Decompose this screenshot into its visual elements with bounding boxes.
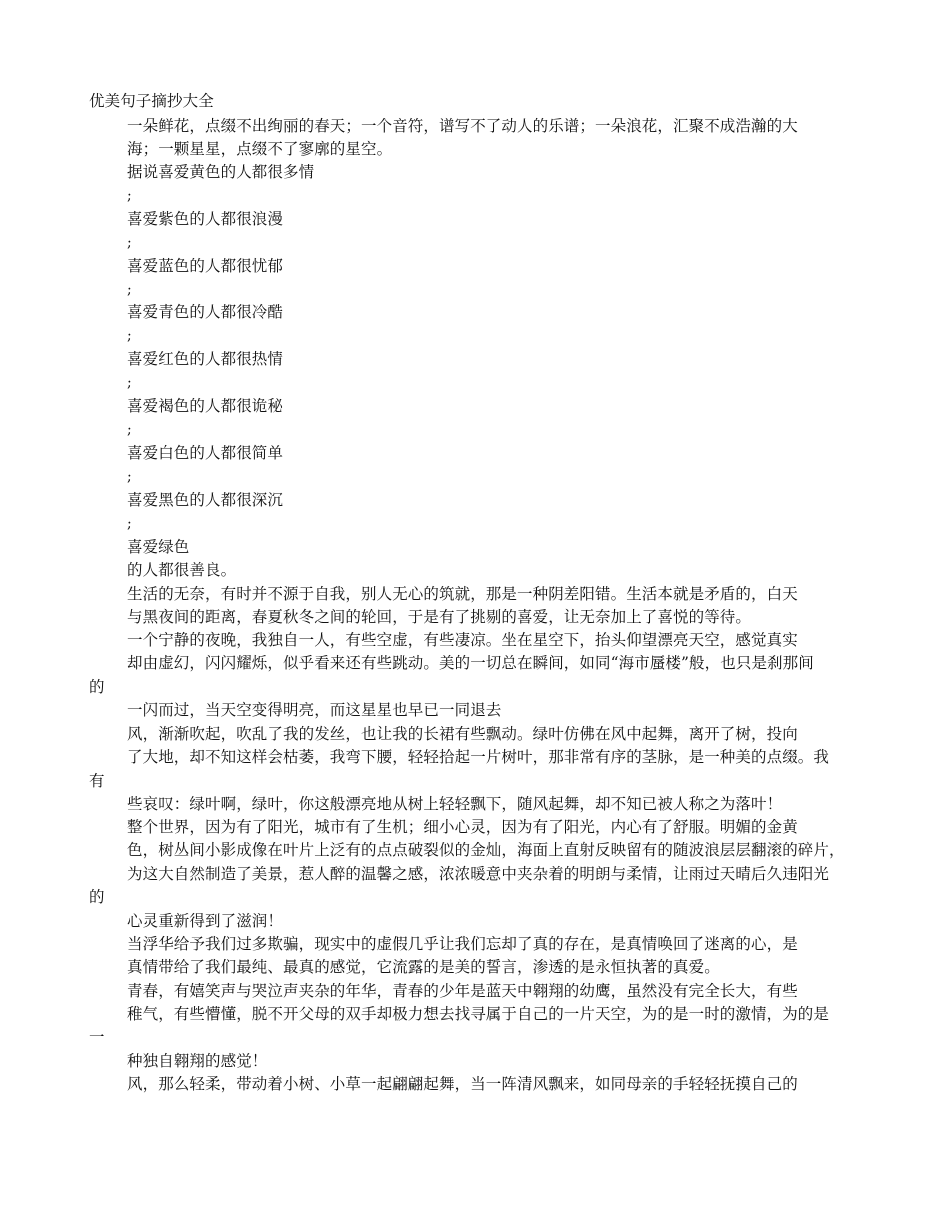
text-line: 一朵鲜花，点缀不出绚丽的春天；一个音符，谱写不了动人的乐谱；一朵浪花，汇聚不成浩瀚的大: [127, 117, 798, 135]
text-line: 一: [89, 1028, 105, 1046]
text-line: 喜爱青色的人都很冷酷: [127, 303, 284, 321]
text-line: ;: [127, 422, 132, 438]
text-line: 风，渐渐吹起，吹乱了我的发丝，也让我的长裙有些飘动。绿叶仿佛在风中起舞，离开了树，投向: [127, 725, 798, 743]
text-line: 的: [89, 678, 105, 696]
text-line: 喜爱绿色: [127, 538, 190, 556]
text-line: 喜爱蓝色的人都很忧郁: [127, 257, 284, 275]
text-line: 当浮华给予我们过多欺骗，现实中的虚假几乎让我们忘却了真的存在，是真情唤回了迷离的心，是: [127, 935, 798, 953]
text-line: 有: [89, 772, 105, 790]
text-line: 一闪而过，当天空变得明亮，而这星星也早已一同退去: [127, 701, 502, 719]
text-line: ;: [127, 375, 132, 391]
text-line: 色，树丛间小影成像在叶片上泛有的点点破裂似的金灿，海面上直射反映留有的随波浪层层翻滚的碎片，: [127, 841, 845, 859]
document-title: 优美句子摘抄大全: [89, 92, 214, 110]
text-line: ;: [127, 516, 132, 532]
text-line: 稚气，有些懵懂，脱不开父母的双手却极力想去找寻属于自己的一片天空，为的是一时的激情，为的是: [127, 1005, 830, 1023]
text-line: 生活的无奈，有时并不源于自我，别人无心的筑就，那是一种阴差阳错。生活本就是矛盾的，白天: [127, 585, 798, 603]
text-line: ;: [127, 188, 132, 204]
text-line: ;: [127, 469, 132, 485]
text-line: 与黑夜间的距离，春夏秋冬之间的轮回，于是有了挑剔的喜爱，让无奈加上了喜悦的等待。: [127, 608, 752, 626]
text-line: 喜爱紫色的人都很浪漫: [127, 210, 284, 228]
text-line: 一个宁静的夜晚，我独自一人，有些空虚，有些凄凉。坐在星空下，抬头仰望漂亮天空，感觉真实: [127, 631, 798, 649]
text-line: 风，那么轻柔，带动着小树、小草一起翩翩起舞，当一阵清风飘来，如同母亲的手轻轻抚摸自己的: [127, 1075, 798, 1093]
text-line: 了大地，却不知这样会枯萎，我弯下腰，轻轻拾起一片树叶，那非常有序的茎脉，是一种美的点缀。我: [127, 748, 830, 766]
text-line: 却由虚幻，闪闪耀烁，似乎看来还有些跳动。美的一切总在瞬间，如同“海市蜃楼”般，也只是刹那间: [127, 654, 814, 672]
text-line: 些哀叹：绿叶啊，绿叶，你这般漂亮地从树上轻轻飘下，随风起舞，却不知已被人称之为落叶！: [127, 795, 783, 813]
text-line: ;: [127, 328, 132, 344]
text-line: 据说喜爱黄色的人都很多情: [127, 163, 315, 181]
text-line: 心灵重新得到了滋润！: [127, 912, 284, 930]
text-line: 喜爱白色的人都很简单: [127, 444, 284, 462]
text-line: 的: [89, 888, 105, 906]
text-line: 真情带给了我们最纯、最真的感觉，它流露的是美的誓言，渗透的是永恒执著的真爱。: [127, 958, 720, 976]
text-line: 海；一颗星星，点缀不了寥廓的星空。: [127, 140, 393, 158]
text-line: 为这大自然制造了美景，惹人醉的温馨之感，浓浓暖意中夹杂着的明朗与柔情，让雨过天晴后久违阳光: [127, 865, 830, 883]
text-line: 喜爱褐色的人都很诡秘: [127, 397, 284, 415]
text-line: ;: [127, 282, 132, 298]
text-line: 喜爱红色的人都很热情: [127, 350, 284, 368]
text-line: 的人都很善良。: [127, 561, 237, 579]
text-line: ;: [127, 235, 132, 251]
text-line: 青春，有嬉笑声与哭泣声夹杂的年华，青春的少年是蓝天中翱翔的幼鹰，虽然没有完全长大，有些: [127, 982, 798, 1000]
text-line: 种独自翱翔的感觉！: [127, 1052, 268, 1070]
text-line: 喜爱黑色的人都很深沉: [127, 491, 284, 509]
text-line: 整个世界，因为有了阳光，城市有了生机；细小心灵，因为有了阳光，内心有了舒服。明媚的金黄: [127, 818, 798, 836]
